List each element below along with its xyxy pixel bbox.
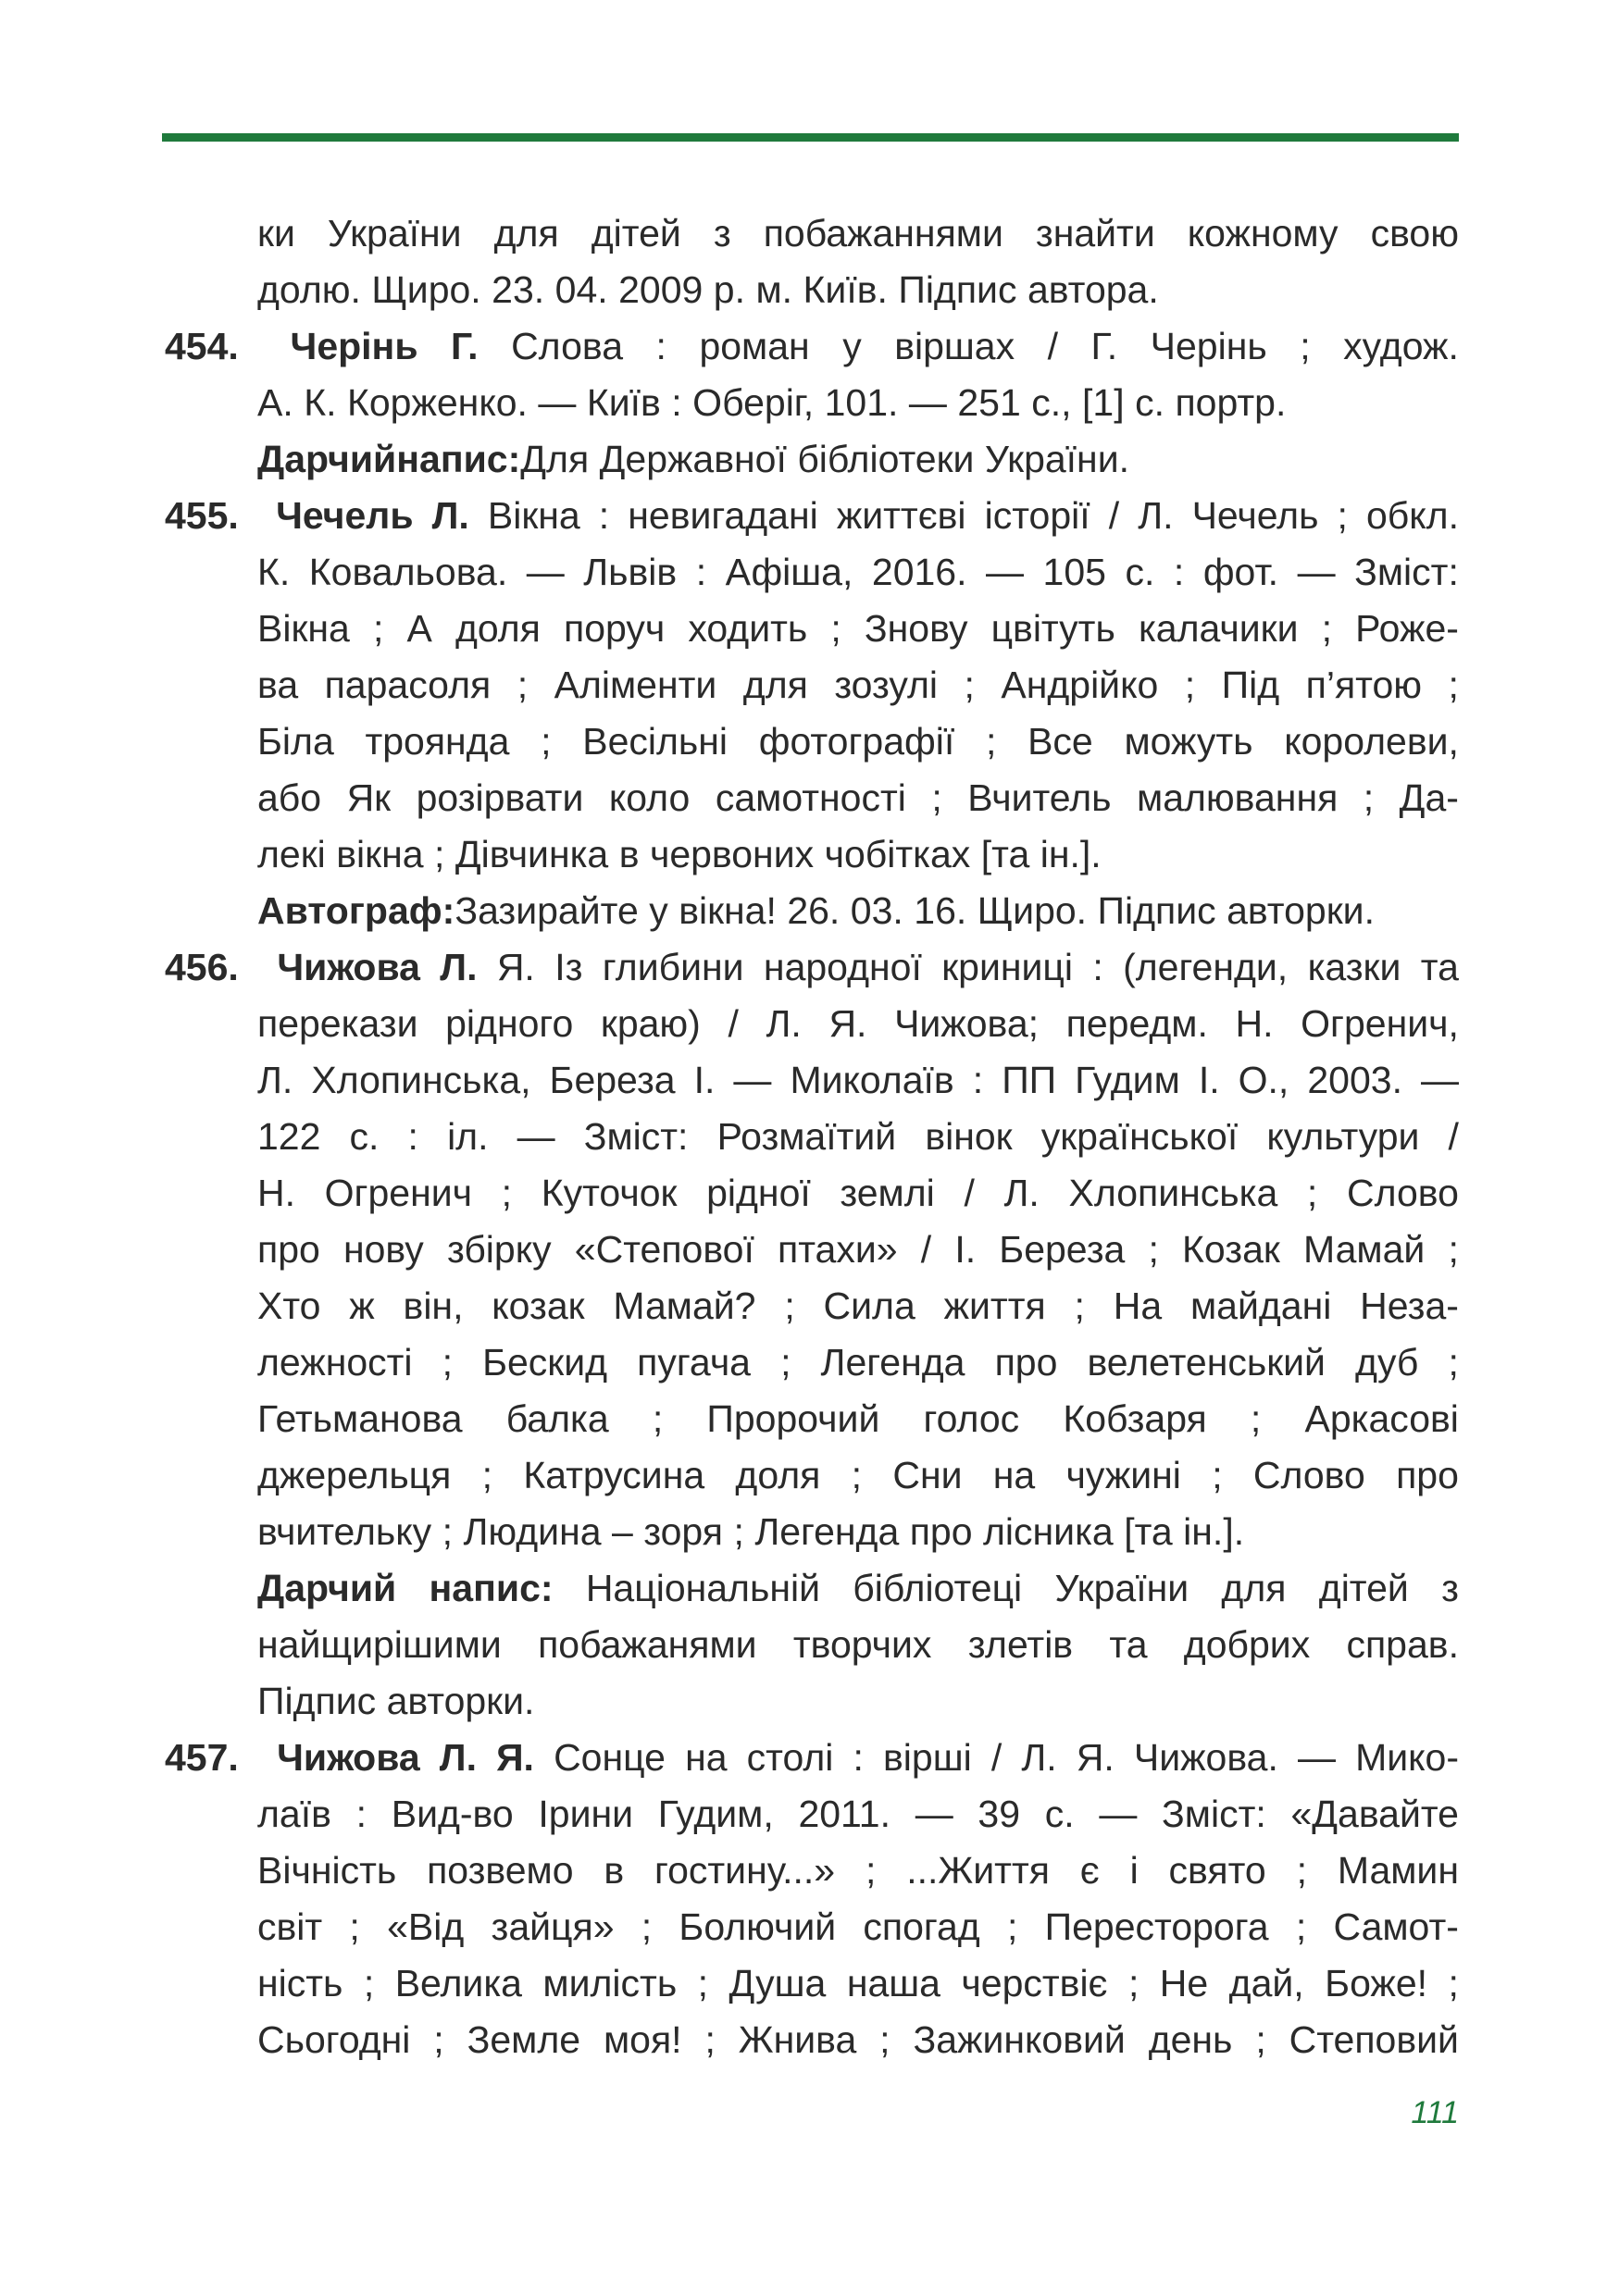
text-line: лаїв : Вид-во Ірини Гудим, 2011. — 39 с. — Зміст: «Давайте <box>257 1793 1459 1835</box>
bibliography-text <box>165 205 1459 2068</box>
text-line: Л. Хлопинська, Береза І. — Миколаїв : ПП Гудим І. О., 2003. — <box>257 1059 1459 1101</box>
text-line: світ ; «Від зайця» ; Болючий спогад ; Пересторога ; Самот- <box>257 1905 1459 1948</box>
text-line: Біла троянда ; Весільні фотографії ; Все можуть королеви, <box>257 720 1459 763</box>
text-line: лекі вікна ; Дівчинка в червоних чобітках [та ін.]. <box>257 833 1102 875</box>
text-line: джерельця ; Катрусина доля ; Сни на чужині ; Слово про <box>257 1454 1459 1496</box>
text-line: 122 с. : іл. — Зміст: Розмаїтий вінок української культури / <box>257 1115 1459 1158</box>
text-line: Гетьманова балка ; Пророчий голос Кобзаря ; Аркасові <box>257 1397 1459 1440</box>
entry-number: 455. <box>165 494 239 537</box>
text-line: ність ; Велика милість ; Душа наша черствіє ; Не дай, Боже! ; <box>257 1962 1459 2004</box>
text-line: вчительку ; Людина – зоря ; Легенда про лісника [та ін.]. <box>257 1510 1245 1553</box>
entry-first-line: 454. Черінь Г. Слова : роман у віршах / Г. Черінь ; худож. <box>165 318 1459 375</box>
text-line: про нову збірку «Степової птахи» / І. Береза ; Козак Мамай ; <box>257 1228 1459 1271</box>
page-number: 111 <box>1411 2095 1459 2130</box>
text-line: ки України для дітей з побажаннями знайти кожному свою <box>257 212 1459 254</box>
text-line: ва парасоля ; Аліменти для зозулі ; Андрійко ; Під п’ятою ; <box>257 664 1459 706</box>
text-line: Вічність позвемо в гостину...» ; ...Життя є і свято ; Мамин <box>257 1849 1459 1892</box>
text-line: Автограф: Зазирайте у вікна! 26. 03. 16. Щиро. Підпис авторки. <box>257 889 1375 932</box>
entry-number: 456. <box>165 946 239 988</box>
text-line: А. К. Корженко. — Київ : Оберіг, 101. — 251 с., [1] с. портр. <box>257 381 1287 424</box>
entry-first-line: 456. Чижова Л. Я. Із глибини народної криниці : (легенди, казки та <box>165 939 1459 996</box>
text-line: найщирішими побажанями творчих злетів та добрих справ. <box>257 1623 1459 1666</box>
entry-number: 457. <box>165 1736 239 1779</box>
entry-first-line: 455. Чечель Л. Вікна : невигадані життєві історії / Л. Чечель ; обкл. <box>165 488 1459 544</box>
text-line: долю. Щиро. 23. 04. 2009 р. м. Київ. Підпис автора. <box>257 268 1159 311</box>
text-line: Дарчий напис: Для Державної бібліотеки України. <box>257 438 1129 480</box>
text-line: Підпис авторки. <box>257 1680 535 1722</box>
text-line: Вікна ; А доля поруч ходить ; Знову цвітуть калачики ; Роже- <box>257 607 1459 650</box>
text-line: або Як розірвати коло самотності ; Вчитель малювання ; Да- <box>257 776 1459 819</box>
text-line: Дарчий напис: Національній бібліотеці України для дітей з <box>257 1567 1459 1609</box>
entry-first-line: 457. Чижова Л. Я. Сонце на столі : вірші / Л. Я. Чижова. — Мико- <box>165 1730 1459 1786</box>
text-line: перекази рідного краю) / Л. Я. Чижова; передм. Н. Огренич, <box>257 1002 1459 1045</box>
text-line: Хто ж він, козак Мамай? ; Сила життя ; На майдані Неза- <box>257 1285 1459 1327</box>
text-line: К. Ковальова. — Львів : Афіша, 2016. — 105 с. : фот. — Зміст: <box>257 551 1459 593</box>
header-rule <box>162 133 1459 142</box>
text-line: Н. Огренич ; Куточок рідної землі / Л. Хлопинська ; Слово <box>257 1172 1459 1214</box>
text-line: лежності ; Бескид пугача ; Легенда про велетенський дуб ; <box>257 1341 1459 1384</box>
entry-number: 454. <box>165 325 239 367</box>
text-line: Сьогодні ; Земле моя! ; Жнива ; Зажинковий день ; Степовий <box>257 2018 1459 2061</box>
